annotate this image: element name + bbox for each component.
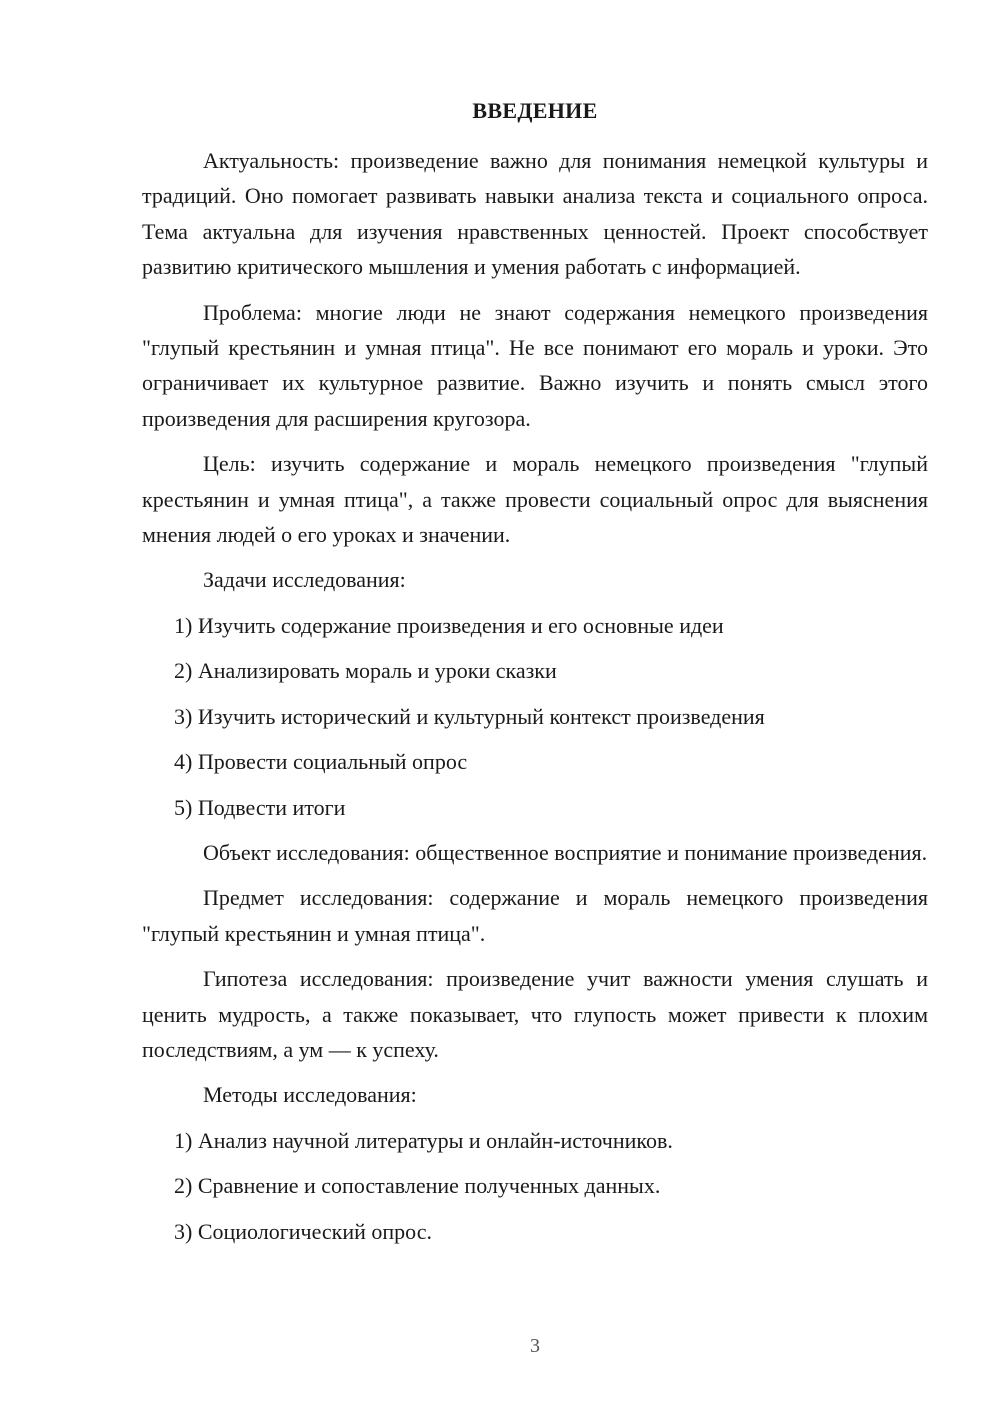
object-paragraph: Объект исследования: общественное восприятие и понимание произведения. xyxy=(203,839,928,865)
method-item: 3) Социологический опрос. xyxy=(174,1218,432,1244)
task-item: 5) Подвести итоги xyxy=(174,794,346,820)
task-item: 2) Анализировать мораль и уроки сказки xyxy=(174,658,557,684)
task-item: 4) Провести социальный опрос xyxy=(174,749,468,775)
document-body xyxy=(142,143,928,1259)
relevance-paragraph: Актуальность: произведение важно для понимания немецкой культуры и традиций. Оно помогает развивать навыки анализа текста и социального опроса. Тема актуальна для изучения нравственных ценностей. Проект способствует развитию критического мышления и умения работать с информацией. xyxy=(142,148,928,280)
document-page xyxy=(142,0,928,1414)
page-title: ВВЕДЕНИЕ xyxy=(472,98,598,123)
subject-paragraph: Предмет исследования: содержание и мораль немецкого произведения "глупый крестьянин и умная птица". xyxy=(142,885,928,946)
task-item: 3) Изучить исторический и культурный контекст произведения xyxy=(174,703,765,729)
goal-paragraph: Цель: изучить содержание и мораль немецкого произведения "глупый крестьянин и умная птица", а также провести социальный опрос для выяснения мнения людей о его уроках и значении. xyxy=(142,451,928,548)
methods-heading: Методы исследования: xyxy=(203,1082,417,1108)
hypothesis-paragraph: Гипотеза исследования: произведение учит важности умения слушать и ценить мудрость, а также показывает, что глупость может привести к плохим последствиям, а ум — к успеху. xyxy=(142,966,928,1062)
task-item: 1) Изучить содержание произведения и его основные идеи xyxy=(174,612,724,638)
method-item: 2) Сравнение и сопоставление полученных данных. xyxy=(174,1173,661,1199)
tasks-heading: Задачи исследования: xyxy=(203,567,406,593)
problem-paragraph: Проблема: многие люди не знают содержания немецкого произведения "глупый крестьянин и умная птица". Не все понимают его мораль и уроки. Это ограничивает их культурное развитие. Важно изучить и понять смысл этого произведения для расширения кругозора. xyxy=(142,299,928,431)
page-number: 3 xyxy=(530,1335,540,1357)
method-item: 1) Анализ научной литературы и онлайн-источников. xyxy=(174,1127,673,1153)
